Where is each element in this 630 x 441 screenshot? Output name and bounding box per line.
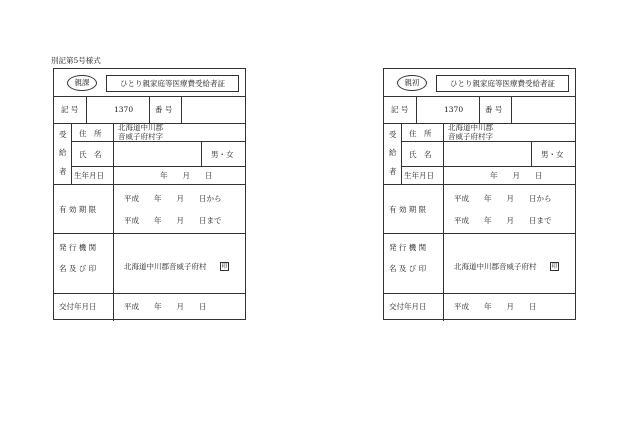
- validity-label: 有 効 期 限: [389, 205, 427, 214]
- issuer-label-line: 名 及 び 印: [389, 264, 427, 273]
- address-label: 住 所: [409, 129, 432, 138]
- validity-label: 有 効 期 限: [59, 205, 97, 214]
- issuer-label-line: 名 及 び 印: [59, 264, 97, 273]
- issuer-value: 北海道中川郡音威子府村: [454, 262, 537, 271]
- birthdate-label: 生年月日: [74, 171, 104, 180]
- divider: [401, 123, 402, 184]
- divider: [71, 141, 245, 142]
- divider: [384, 293, 575, 294]
- divider: [149, 96, 150, 123]
- birthdate-value: 年 月 日: [490, 171, 543, 180]
- certificate-card-parent-initial: [383, 68, 576, 320]
- birthdate-label: 生年月日: [404, 171, 434, 180]
- gender-value: 男・女: [541, 150, 564, 159]
- issuer-label-line: 発 行 機 関: [389, 243, 427, 252]
- divider: [54, 293, 245, 294]
- divider: [71, 123, 72, 184]
- recipient-label-char: 給: [59, 148, 67, 157]
- document-label: 別記第5号様式: [51, 56, 101, 65]
- divider: [384, 184, 575, 185]
- address-value-line: 北海道中川郡: [448, 123, 493, 132]
- address-label: 住 所: [79, 129, 102, 138]
- seal-box: 印: [551, 263, 558, 270]
- divider: [401, 166, 575, 167]
- certificate-card-parent-section: [53, 68, 246, 320]
- divider: [113, 123, 114, 321]
- number-value: 1370: [444, 105, 464, 114]
- divider: [511, 96, 512, 123]
- issuer-label-line: 発 行 機 関: [59, 243, 97, 252]
- gender-value: 男・女: [211, 150, 234, 159]
- address-value-line: 北海道中川郡: [118, 123, 163, 132]
- name-label: 氏 名: [79, 150, 102, 159]
- issue-date-value: 平成 年 月 日: [124, 302, 207, 311]
- divider: [479, 96, 480, 123]
- recipient-label-char: 給: [389, 148, 397, 157]
- divider: [71, 166, 245, 167]
- divider: [443, 123, 444, 321]
- divider: [416, 96, 417, 123]
- seal-box: 印: [221, 263, 228, 270]
- divider: [54, 233, 245, 234]
- validity-from: 平成 年 月 日から: [454, 194, 552, 203]
- department-badge: 親課: [67, 75, 97, 91]
- divider: [181, 96, 182, 123]
- validity-to: 平成 年 月 日まで: [454, 216, 552, 225]
- number-value: 1370: [114, 105, 134, 114]
- name-label: 氏 名: [409, 150, 432, 159]
- validity-to: 平成 年 月 日まで: [124, 216, 222, 225]
- divider: [531, 141, 532, 166]
- divider: [384, 233, 575, 234]
- validity-from: 平成 年 月 日から: [124, 194, 222, 203]
- issue-date-label: 交付年月日: [59, 302, 97, 311]
- code-label: 番 号: [485, 105, 503, 114]
- recipient-label-char: 受: [389, 130, 397, 139]
- divider: [86, 96, 87, 123]
- issue-date-value: 平成 年 月 日: [454, 302, 537, 311]
- address-value-line: 音威子府村字: [448, 132, 493, 141]
- divider: [201, 141, 202, 166]
- certificate-title: ひとり親家庭等医療費受給者証: [106, 75, 239, 92]
- divider: [401, 141, 575, 142]
- birthdate-value: 年 月 日: [160, 171, 213, 180]
- department-badge: 親初: [397, 75, 427, 91]
- code-label: 番 号: [155, 105, 173, 114]
- issuer-value: 北海道中川郡音威子府村: [124, 262, 207, 271]
- divider: [54, 184, 245, 185]
- certificate-title: ひとり親家庭等医療費受給者証: [436, 75, 569, 92]
- recipient-label-char: 者: [59, 167, 67, 176]
- issue-date-label: 交付年月日: [389, 302, 427, 311]
- recipient-label-char: 者: [389, 167, 397, 176]
- number-label: 記 号: [391, 105, 409, 114]
- number-label: 記 号: [61, 105, 79, 114]
- recipient-label-char: 受: [59, 130, 67, 139]
- address-value-line: 音威子府村字: [118, 132, 163, 141]
